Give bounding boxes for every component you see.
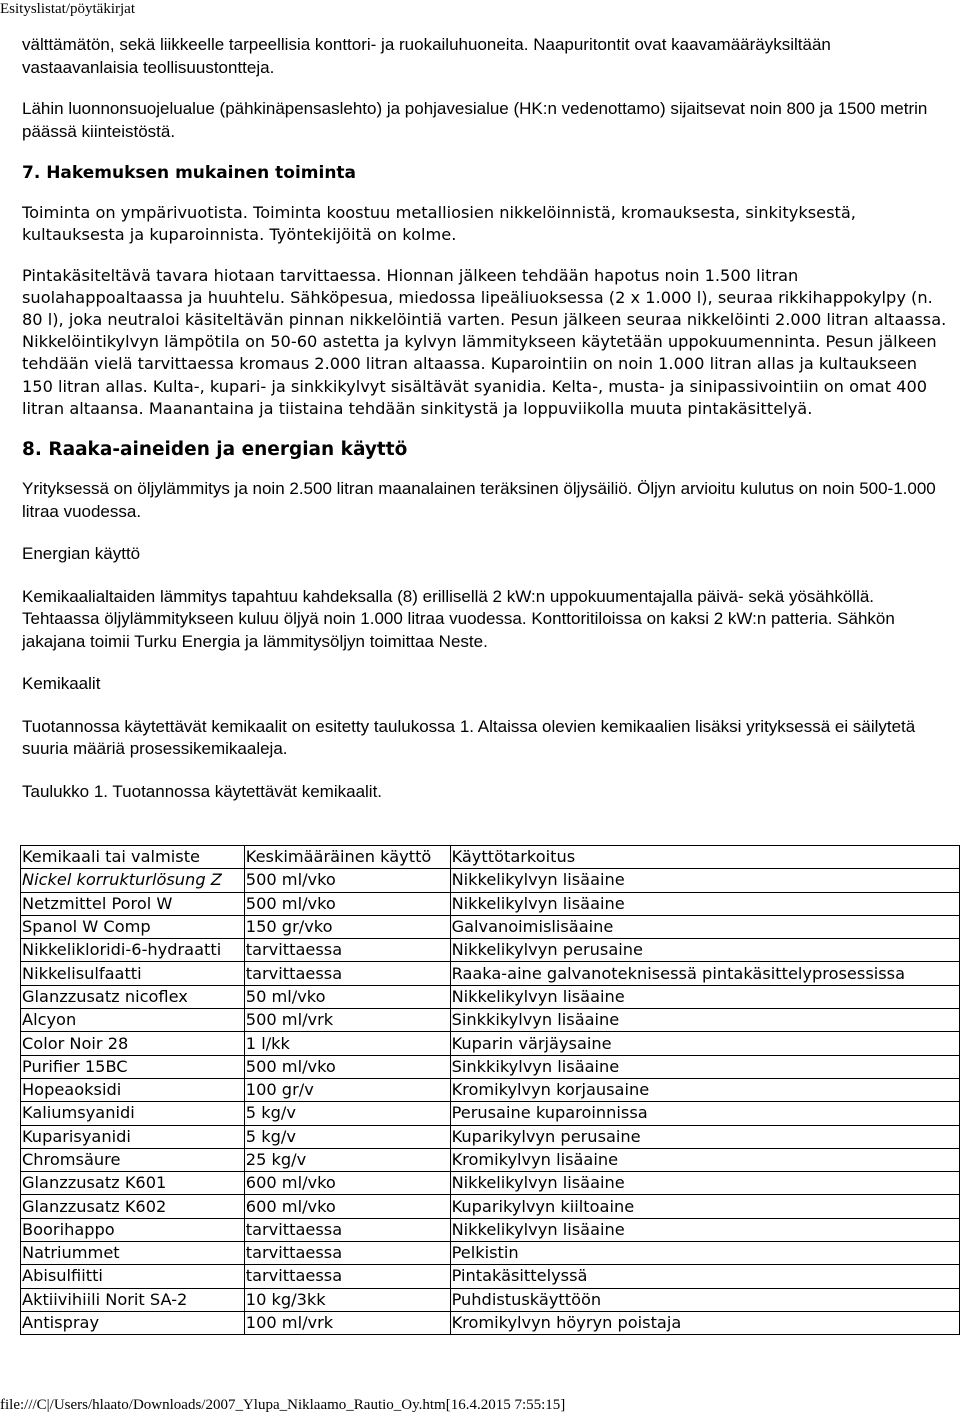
table-row bbox=[21, 962, 960, 985]
table-row bbox=[21, 1311, 960, 1334]
table-row bbox=[21, 1009, 960, 1032]
table-cell: Nikkelikloridi-6-hydraatti bbox=[21, 939, 245, 962]
table-cell: 25 kg/v bbox=[244, 1148, 450, 1171]
page-header: Esityslistat/pöytäkirjat bbox=[0, 1, 135, 17]
table-cell: Antispray bbox=[21, 1311, 245, 1334]
table-cell: Nickel korrukturlösung Z bbox=[21, 869, 245, 892]
table-cell: Kromikylvyn korjausaine bbox=[450, 1078, 959, 1101]
table-cell: Abisulfiitti bbox=[21, 1265, 245, 1288]
table-cell: 600 ml/vko bbox=[244, 1195, 450, 1218]
document-body bbox=[22, 34, 947, 803]
table-cell: tarvittaessa bbox=[244, 1242, 450, 1265]
paragraph-surface-treatment: Pintakäsiteltävä tavara hiotaan tarvittaessa. Hionnan jälkeen tehdään hapotus noin 1.500 litran suolahappoaltaassa ja huuhtelu. Sähköpesua, miedossa lipeäliuoksessa (2 x 1.000 l), seuraa rikkihappokylpy (n. 80 l), joka neutraloi käsiteltävän pinnan nikkelöintiä varten. Pesun jälkeen seuraa nikkelöinti 2.000 litran altaassa. Nikkelöintikylvyn lämpötila on 50-60 astetta ja kylvyn lämmitykseen käytetään uppokuumenninta. Pesun jälkeen tehdään vielä tarvittaessa kromaus 2.000 litran altaassa. Kuparointiin on noin 1.000 litran allas ja kultaukseen 150 litran allas. Kulta-, kupari- ja sinkkikylvyt sisältävät syanidia. Kelta-, musta- ja sinipassivointiin on omat 400 litran altaansa. Maanantaina ja tiistaina tehdään sinkitystä ja loppuviikolla muuta pintakäsittelyä. bbox=[22, 265, 947, 418]
table-cell: Netzmittel Porol W bbox=[21, 892, 245, 915]
table-row bbox=[21, 1288, 960, 1311]
table-cell: 5 kg/v bbox=[244, 1102, 450, 1125]
table-cell: Perusaine kuparoinnissa bbox=[450, 1102, 959, 1125]
table-row bbox=[21, 1125, 960, 1148]
table-cell: Color Noir 28 bbox=[21, 1032, 245, 1055]
subheading-chemicals: Kemikaalit bbox=[22, 674, 101, 694]
section-heading-8: 8. Raaka-aineiden ja energian käyttö bbox=[22, 438, 408, 460]
table-cell: 10 kg/3kk bbox=[244, 1288, 450, 1311]
table-cell: tarvittaessa bbox=[244, 1218, 450, 1241]
table-cell: Nikkelikylvyn lisäaine bbox=[450, 1218, 959, 1241]
table-cell: 100 ml/vrk bbox=[244, 1311, 450, 1334]
table-row bbox=[21, 869, 960, 892]
table-cell: Sinkkikylvyn lisäaine bbox=[450, 1055, 959, 1078]
subheading-energy: Energian käyttö bbox=[22, 544, 141, 564]
table-cell: Glanzzusatz nicoflex bbox=[21, 985, 245, 1008]
table-cell: Nikkelikylvyn perusaine bbox=[450, 939, 959, 962]
table-cell: Galvanoimislisäaine bbox=[450, 915, 959, 938]
section-heading-7: 7. Hakemuksen mukainen toiminta bbox=[22, 163, 357, 183]
table-cell: Hopeaoksidi bbox=[21, 1078, 245, 1101]
table-row bbox=[21, 892, 960, 915]
table-row bbox=[21, 1102, 960, 1125]
table-cell: Kromikylvyn höyryn poistaja bbox=[450, 1311, 959, 1334]
table-header-cell: Keskimääräinen käyttö bbox=[244, 846, 450, 869]
table-cell: Kaliumsyanidi bbox=[21, 1102, 245, 1125]
table-cell: Nikkelikylvyn lisäaine bbox=[450, 892, 959, 915]
table-header-cell: Käyttötarkoitus bbox=[450, 846, 959, 869]
table-cell: Kuparikylvyn perusaine bbox=[450, 1125, 959, 1148]
table-row bbox=[21, 985, 960, 1008]
table-cell: Nikkelikylvyn lisäaine bbox=[450, 869, 959, 892]
table-cell: 500 ml/vrk bbox=[244, 1009, 450, 1032]
table-row bbox=[21, 1242, 960, 1265]
table-row bbox=[21, 1032, 960, 1055]
table-cell: tarvittaessa bbox=[244, 939, 450, 962]
table-caption: Taulukko 1. Tuotannossa käytettävät kemikaalit. bbox=[22, 781, 383, 801]
page-footer-path: file:///C|/Users/hlaato/Downloads/2007_Ylupa_Niklaamo_Rautio_Oy.htm[16.4.2015 7:55:15] bbox=[0, 1397, 566, 1413]
chemicals-table bbox=[20, 845, 960, 1335]
table-cell: Puhdistuskäyttöön bbox=[450, 1288, 959, 1311]
table-row bbox=[21, 1265, 960, 1288]
table-row bbox=[21, 1055, 960, 1078]
table-cell: Pelkistin bbox=[450, 1242, 959, 1265]
table-cell: 5 kg/v bbox=[244, 1125, 450, 1148]
table-cell: Nikkelikylvyn lisäaine bbox=[450, 985, 959, 1008]
table-cell: Pintakäsittelyssä bbox=[450, 1265, 959, 1288]
table-cell: tarvittaessa bbox=[244, 1265, 450, 1288]
table-cell: Spanol W Comp bbox=[21, 915, 245, 938]
paragraph-oil-heating: Yrityksessä on öljylämmitys ja noin 2.500 litran maanalainen teräksinen öljysäiliö. Öljyn arvioitu kulutus on noin 500-1.000 litraa vuodessa. bbox=[22, 479, 936, 521]
table-header-cell: Kemikaali tai valmiste bbox=[21, 846, 245, 869]
table-header-row bbox=[21, 846, 960, 869]
table-row bbox=[21, 939, 960, 962]
paragraph-protected-areas: Lähin luonnonsuojelualue (pähkinäpensaslehto) ja pohjavesialue (HK:n vedenottamo) sijaitsevat noin 800 ja 1500 metrin päässä kiinteistöstä. bbox=[22, 99, 928, 141]
table-cell: Alcyon bbox=[21, 1009, 245, 1032]
table-row bbox=[21, 1078, 960, 1101]
table-row bbox=[21, 1172, 960, 1195]
table-cell: Nikkelisulfaatti bbox=[21, 962, 245, 985]
table-cell: 500 ml/vko bbox=[244, 869, 450, 892]
paragraph-energy: Kemikaalialtaiden lämmitys tapahtuu kahdeksalla (8) erillisellä 2 kW:n uppokuumentajalla päivä- sekä yösähköllä. Tehtaassa öljylämmitykseen kuluu öljyä noin 1.000 litraa vuodessa. Konttoritiloissa on kaksi 2 kW:n patteria. Sähkön jakajana toimii Turku Energia ja lämmitysöljyn toimittaa Neste. bbox=[22, 586, 895, 651]
paragraph-neighbourhood: välttämätön, sekä liikkeelle tarpeellisia konttori- ja ruokailuhuoneita. Naapuritontit ovat kaavamääräyksiltään vastaavanlaisia teollisuustontteja. bbox=[22, 35, 831, 77]
table-cell: 100 gr/v bbox=[244, 1078, 450, 1101]
paragraph-chemicals: Tuotannossa käytettävät kemikaalit on esitetty taulukossa 1. Altaissa olevien kemikaalien lisäksi yrityksessä ei säilytetä suuria määriä prosessikemikaaleja. bbox=[22, 716, 916, 759]
table-cell: 150 gr/vko bbox=[244, 915, 450, 938]
table-row bbox=[21, 1195, 960, 1218]
table-cell: Kromikylvyn lisäaine bbox=[450, 1148, 959, 1171]
table-cell: Boorihappo bbox=[21, 1218, 245, 1241]
table-row bbox=[21, 1218, 960, 1241]
table-cell: Chromsäure bbox=[21, 1148, 245, 1171]
table-cell: Kuparisyanidi bbox=[21, 1125, 245, 1148]
table-cell: Kuparin värjäysaine bbox=[450, 1032, 959, 1055]
table-cell: 1 l/kk bbox=[244, 1032, 450, 1055]
table-row bbox=[21, 915, 960, 938]
table-cell: Raaka-aine galvanoteknisessä pintakäsittelyprosessissa bbox=[450, 962, 959, 985]
table-cell: Purifier 15BC bbox=[21, 1055, 245, 1078]
table-cell: 600 ml/vko bbox=[244, 1172, 450, 1195]
table-cell: 500 ml/vko bbox=[244, 892, 450, 915]
table-row bbox=[21, 1148, 960, 1171]
table-cell: 50 ml/vko bbox=[244, 985, 450, 1008]
paragraph-operations: Toiminta on ympärivuotista. Toiminta koostuu metalliosien nikkelöinnistä, kromauksesta, sinkityksestä, kultauksesta ja kuparoinnista. Työntekijöitä on kolme. bbox=[22, 202, 856, 244]
table-cell: Kuparikylvyn kiiltoaine bbox=[450, 1195, 959, 1218]
table-cell: Nikkelikylvyn lisäaine bbox=[450, 1172, 959, 1195]
table-cell: Aktiivihiili Norit SA-2 bbox=[21, 1288, 245, 1311]
table-cell: Glanzzusatz K602 bbox=[21, 1195, 245, 1218]
table-cell: Natriummet bbox=[21, 1242, 245, 1265]
table-cell: Sinkkikylvyn lisäaine bbox=[450, 1009, 959, 1032]
table-cell: Glanzzusatz K601 bbox=[21, 1172, 245, 1195]
table-cell: 500 ml/vko bbox=[244, 1055, 450, 1078]
table-cell: tarvittaessa bbox=[244, 962, 450, 985]
